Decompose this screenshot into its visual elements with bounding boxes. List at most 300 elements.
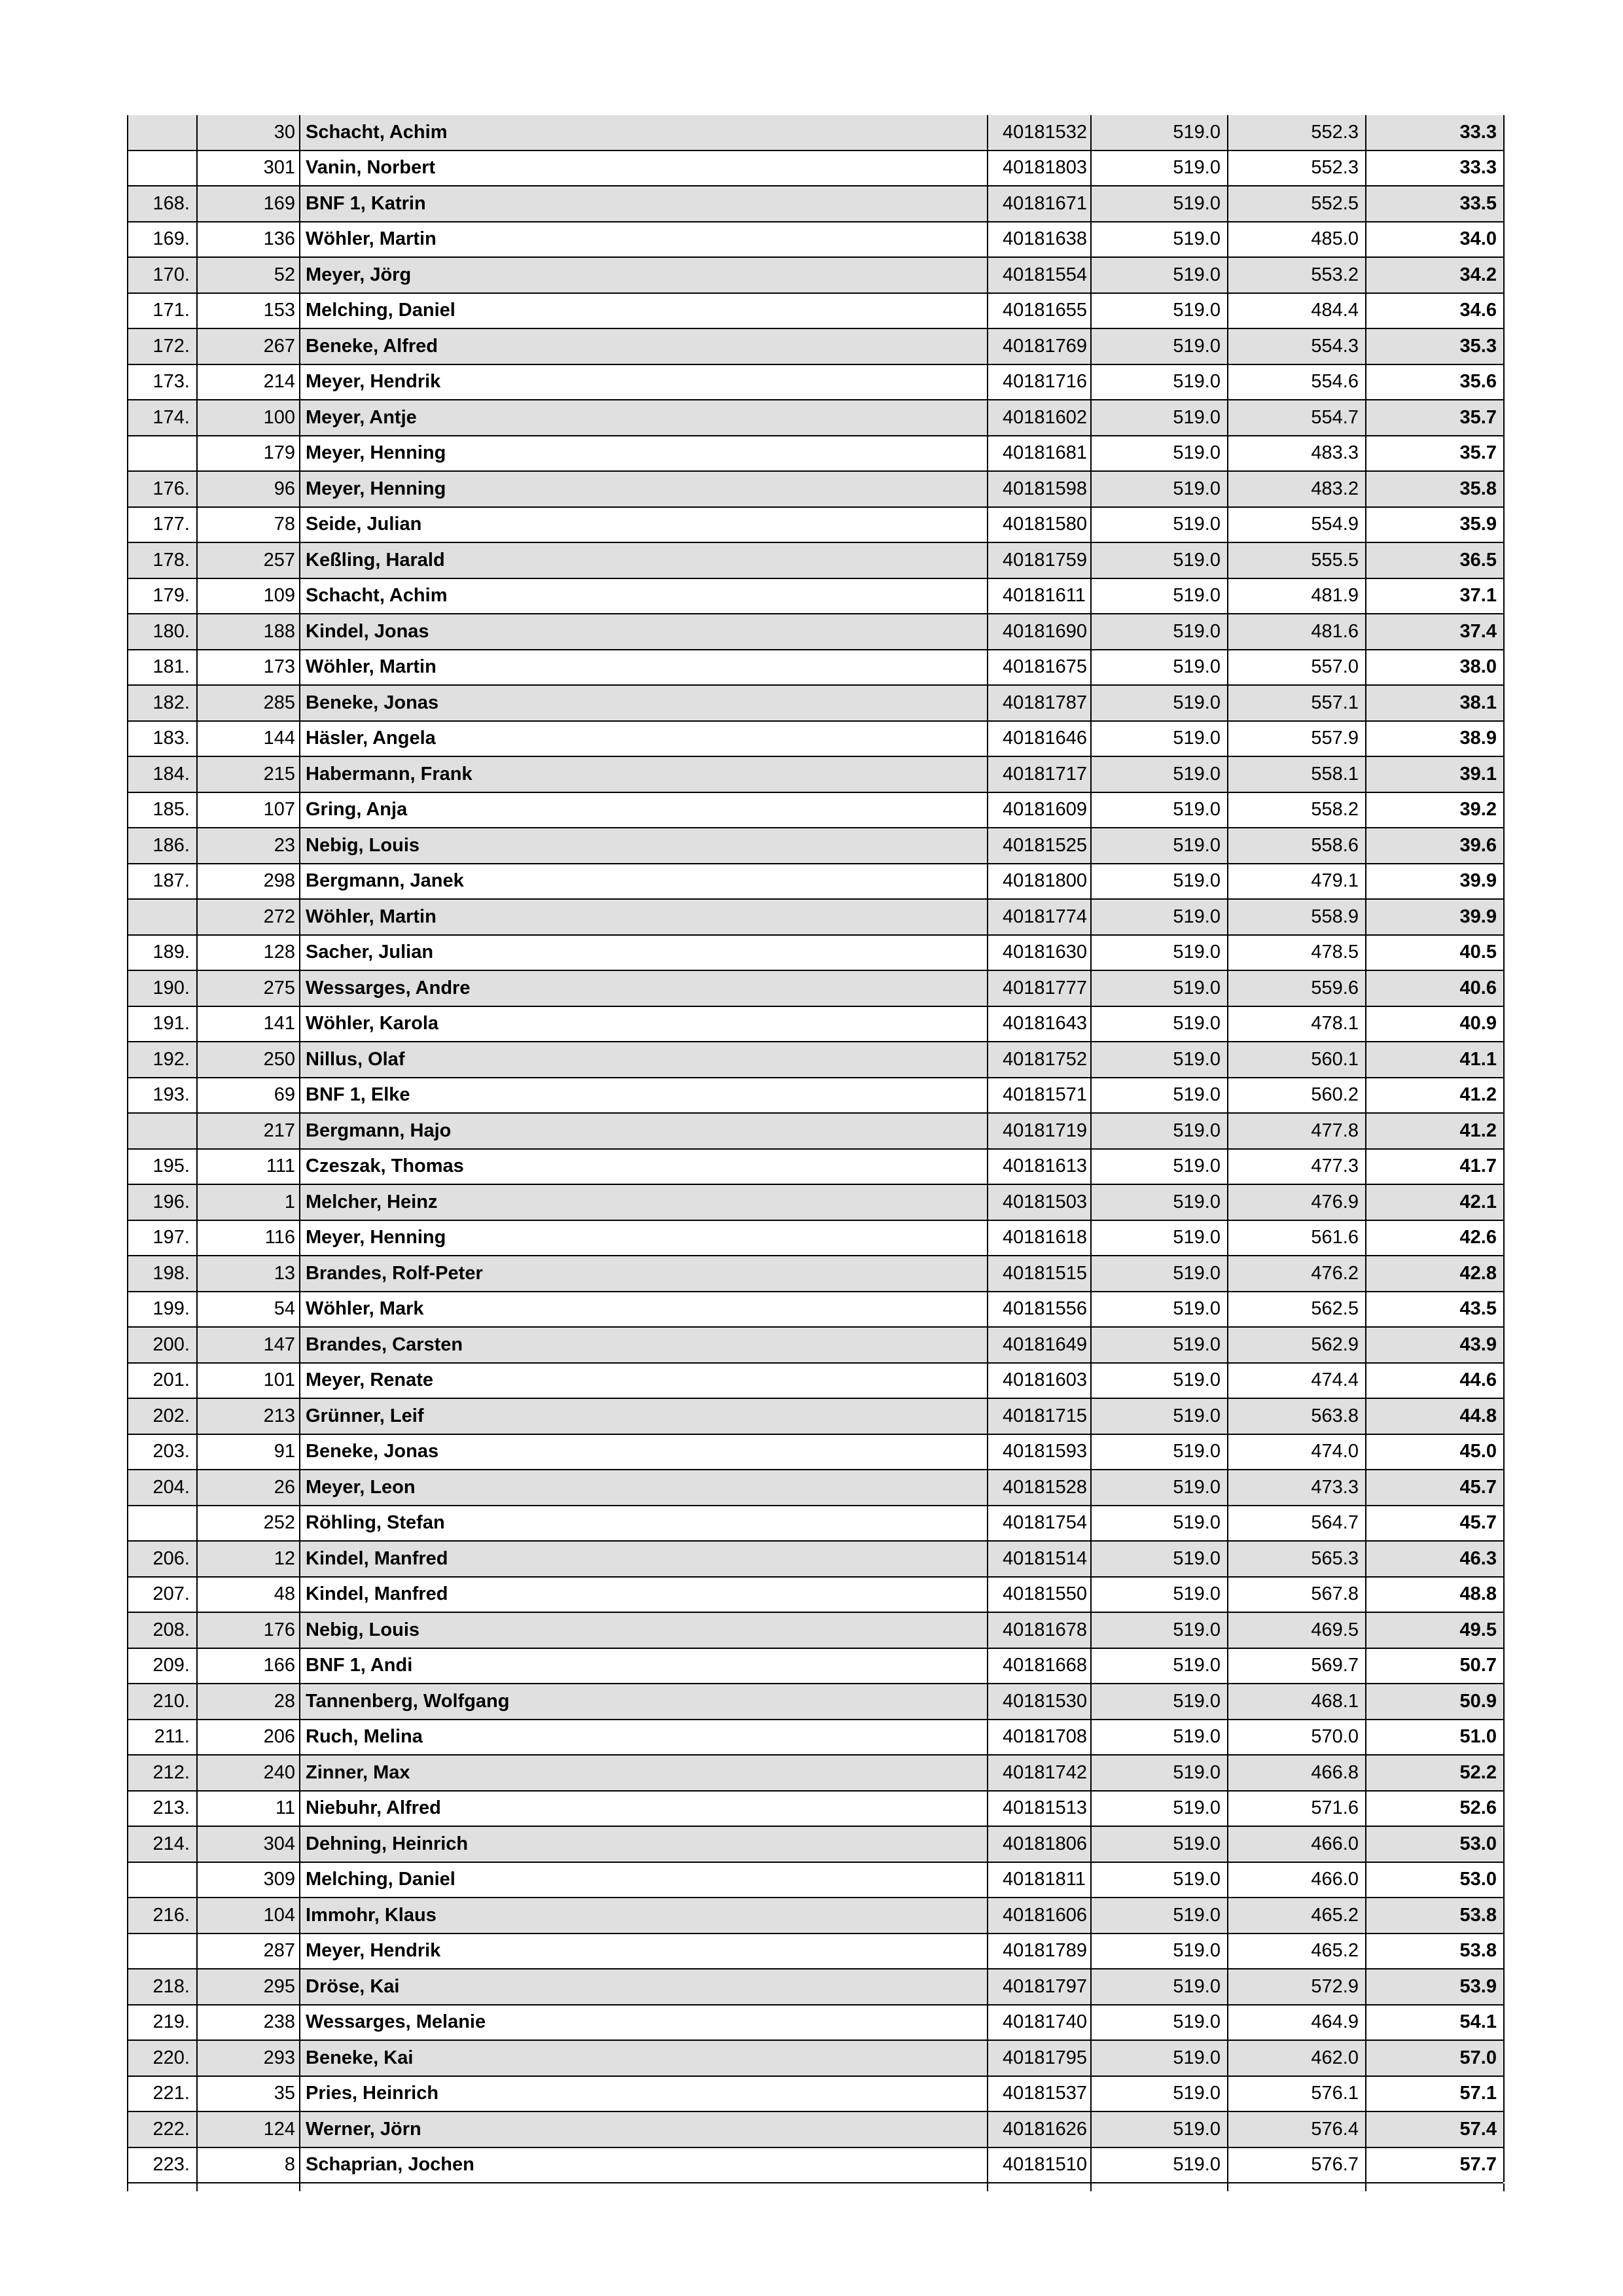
name-cell: Wöhler, Martin — [300, 222, 988, 258]
name-cell: Brandes, Carsten — [300, 1327, 988, 1363]
target-value-cell: 519.0 — [1091, 2076, 1228, 2112]
target-value-cell: 519.0 — [1091, 756, 1228, 792]
name-cell: Wöhler, Martin — [300, 899, 988, 935]
target-value-cell: 519.0 — [1091, 1363, 1228, 1399]
start-number-cell: 28 — [197, 1684, 300, 1720]
measured-value-cell: 563.8 — [1228, 1398, 1366, 1434]
start-number-cell: 107 — [197, 792, 300, 828]
difference-cell: 50.9 — [1366, 1684, 1504, 1720]
id-cell: 40181611 — [988, 578, 1091, 614]
target-value-cell: 519.0 — [1091, 1470, 1228, 1506]
rank-cell: 189. — [128, 935, 197, 971]
name-cell: Gring, Anja — [300, 792, 988, 828]
target-value-cell: 519.0 — [1091, 1577, 1228, 1613]
id-cell: 40181740 — [988, 2005, 1091, 2041]
rank-cell: 211. — [128, 1720, 197, 1756]
id-cell: 40181550 — [988, 1577, 1091, 1613]
table-row — [128, 1149, 1504, 1185]
target-value-cell: 519.0 — [1091, 1612, 1228, 1648]
start-number-cell: 136 — [197, 222, 300, 258]
id-cell: 40181811 — [988, 1862, 1091, 1898]
table-row — [128, 1755, 1504, 1791]
table-row — [128, 1220, 1504, 1256]
difference-cell: 57.4 — [1366, 2111, 1504, 2147]
name-cell: Wöhler, Mark — [300, 1292, 988, 1328]
id-cell: 40181525 — [988, 828, 1091, 864]
difference-cell: 45.0 — [1366, 1434, 1504, 1470]
start-number-cell: 176 — [197, 1612, 300, 1648]
difference-cell: 42.8 — [1366, 1256, 1504, 1292]
id-cell: 40181510 — [988, 2147, 1091, 2183]
measured-value-cell: 558.9 — [1228, 899, 1366, 935]
id-cell: 40181646 — [988, 721, 1091, 757]
target-value-cell: 519.0 — [1091, 792, 1228, 828]
start-number-cell: 304 — [197, 1826, 300, 1862]
name-cell: Kindel, Manfred — [300, 1541, 988, 1577]
table-row — [128, 1791, 1504, 1827]
name-cell: Röhling, Stefan — [300, 1506, 988, 1542]
difference-cell: 35.7 — [1366, 436, 1504, 472]
rank-cell: 213. — [128, 1791, 197, 1827]
name-cell: Dröse, Kai — [300, 1969, 988, 2005]
start-number-cell: 69 — [197, 1078, 300, 1114]
id-cell: 40181769 — [988, 328, 1091, 364]
measured-value-cell: 477.3 — [1228, 1149, 1366, 1185]
rank-cell: 184. — [128, 756, 197, 792]
target-value-cell: 519.0 — [1091, 1755, 1228, 1791]
name-cell: Brandes, Rolf-Peter — [300, 1256, 988, 1292]
name-cell: Sacher, Julian — [300, 935, 988, 971]
measured-value-cell: 557.0 — [1228, 650, 1366, 686]
table-row — [128, 222, 1504, 258]
measured-value-cell: 567.8 — [1228, 1577, 1366, 1613]
measured-value-cell: 476.9 — [1228, 1184, 1366, 1220]
id-cell: 40181528 — [988, 1470, 1091, 1506]
rank-cell: 207. — [128, 1577, 197, 1613]
measured-value-cell: 466.0 — [1228, 1826, 1366, 1862]
measured-value-cell: 481.9 — [1228, 578, 1366, 614]
rank-cell: 200. — [128, 1327, 197, 1363]
column-edge-line — [127, 2183, 128, 2191]
name-cell: Bergmann, Janek — [300, 864, 988, 900]
table-row — [128, 186, 1504, 222]
measured-value-cell: 558.6 — [1228, 828, 1366, 864]
difference-cell: 39.9 — [1366, 864, 1504, 900]
start-number-cell: 267 — [197, 328, 300, 364]
start-number-cell: 179 — [197, 436, 300, 472]
start-number-cell: 30 — [197, 115, 300, 150]
measured-value-cell: 554.3 — [1228, 328, 1366, 364]
difference-cell: 38.9 — [1366, 721, 1504, 757]
id-cell: 40181598 — [988, 471, 1091, 507]
id-cell: 40181626 — [988, 2111, 1091, 2147]
target-value-cell: 519.0 — [1091, 293, 1228, 329]
id-cell: 40181752 — [988, 1042, 1091, 1078]
rank-cell: 173. — [128, 364, 197, 400]
measured-value-cell: 485.0 — [1228, 222, 1366, 258]
difference-cell: 46.3 — [1366, 1541, 1504, 1577]
target-value-cell: 519.0 — [1091, 935, 1228, 971]
measured-value-cell: 483.2 — [1228, 471, 1366, 507]
id-cell: 40181513 — [988, 1791, 1091, 1827]
table-row — [128, 1826, 1504, 1862]
rank-cell: 216. — [128, 1898, 197, 1934]
name-cell: Dehning, Heinrich — [300, 1826, 988, 1862]
measured-value-cell: 478.1 — [1228, 1006, 1366, 1042]
measured-value-cell: 560.1 — [1228, 1042, 1366, 1078]
rank-cell: 176. — [128, 471, 197, 507]
id-cell: 40181806 — [988, 1826, 1091, 1862]
measured-value-cell: 462.0 — [1228, 2040, 1366, 2076]
id-cell: 40181606 — [988, 1898, 1091, 1934]
difference-cell: 44.8 — [1366, 1398, 1504, 1434]
start-number-cell: 11 — [197, 1791, 300, 1827]
target-value-cell: 519.0 — [1091, 2005, 1228, 2041]
target-value-cell: 519.0 — [1091, 899, 1228, 935]
difference-cell: 41.2 — [1366, 1113, 1504, 1149]
rank-cell: 219. — [128, 2005, 197, 2041]
target-value-cell: 519.0 — [1091, 614, 1228, 650]
table-row — [128, 756, 1504, 792]
table-row — [128, 899, 1504, 935]
rank-cell: 198. — [128, 1256, 197, 1292]
measured-value-cell: 553.2 — [1228, 257, 1366, 293]
table-row — [128, 1042, 1504, 1078]
table-row — [128, 578, 1504, 614]
target-value-cell: 519.0 — [1091, 1078, 1228, 1114]
rank-cell: 210. — [128, 1684, 197, 1720]
id-cell: 40181655 — [988, 293, 1091, 329]
measured-value-cell: 564.7 — [1228, 1506, 1366, 1542]
target-value-cell: 519.0 — [1091, 2147, 1228, 2183]
difference-cell: 43.5 — [1366, 1292, 1504, 1328]
difference-cell: 51.0 — [1366, 1720, 1504, 1756]
rank-cell: 220. — [128, 2040, 197, 2076]
difference-cell: 35.7 — [1366, 400, 1504, 436]
id-cell: 40181716 — [988, 364, 1091, 400]
measured-value-cell: 558.2 — [1228, 792, 1366, 828]
name-cell: Seide, Julian — [300, 507, 988, 543]
name-cell: Beneke, Kai — [300, 2040, 988, 2076]
rank-cell — [128, 115, 197, 150]
target-value-cell: 519.0 — [1091, 721, 1228, 757]
rank-cell: 190. — [128, 970, 197, 1006]
id-cell: 40181613 — [988, 1149, 1091, 1185]
measured-value-cell: 552.3 — [1228, 150, 1366, 186]
measured-value-cell: 481.6 — [1228, 614, 1366, 650]
start-number-cell: 240 — [197, 1755, 300, 1791]
difference-cell: 48.8 — [1366, 1577, 1504, 1613]
start-number-cell: 141 — [197, 1006, 300, 1042]
name-cell: Habermann, Frank — [300, 756, 988, 792]
measured-value-cell: 473.3 — [1228, 1470, 1366, 1506]
start-number-cell: 124 — [197, 2111, 300, 2147]
table-row — [128, 1327, 1504, 1363]
measured-value-cell: 560.2 — [1228, 1078, 1366, 1114]
rank-cell: 209. — [128, 1648, 197, 1684]
target-value-cell: 519.0 — [1091, 828, 1228, 864]
table-row — [128, 650, 1504, 686]
difference-cell: 54.1 — [1366, 2005, 1504, 2041]
name-cell: Schacht, Achim — [300, 578, 988, 614]
measured-value-cell: 554.6 — [1228, 364, 1366, 400]
difference-cell: 42.1 — [1366, 1184, 1504, 1220]
target-value-cell: 519.0 — [1091, 1541, 1228, 1577]
target-value-cell: 519.0 — [1091, 1684, 1228, 1720]
table-row — [128, 1934, 1504, 1969]
measured-value-cell: 484.4 — [1228, 293, 1366, 329]
start-number-cell: 54 — [197, 1292, 300, 1328]
column-edge-line — [299, 2183, 300, 2191]
table-row — [128, 400, 1504, 436]
difference-cell: 53.8 — [1366, 1898, 1504, 1934]
rank-cell: 202. — [128, 1398, 197, 1434]
start-number-cell: 101 — [197, 1363, 300, 1399]
rank-cell: 199. — [128, 1292, 197, 1328]
difference-cell: 34.6 — [1366, 293, 1504, 329]
rank-cell: 203. — [128, 1434, 197, 1470]
measured-value-cell: 466.0 — [1228, 1862, 1366, 1898]
rank-cell: 182. — [128, 685, 197, 721]
rank-cell: 222. — [128, 2111, 197, 2147]
table-row — [128, 1969, 1504, 2005]
column-edge-line — [1090, 2183, 1092, 2191]
table-row — [128, 614, 1504, 650]
table-row — [128, 364, 1504, 400]
difference-cell: 39.9 — [1366, 899, 1504, 935]
target-value-cell: 519.0 — [1091, 2040, 1228, 2076]
table-row — [128, 1184, 1504, 1220]
start-number-cell: 111 — [197, 1149, 300, 1185]
start-number-cell: 275 — [197, 970, 300, 1006]
name-cell: Tannenberg, Wolfgang — [300, 1684, 988, 1720]
results-rows — [128, 115, 1504, 2182]
start-number-cell: 301 — [197, 150, 300, 186]
name-cell: Kindel, Manfred — [300, 1577, 988, 1613]
start-number-cell: 52 — [197, 257, 300, 293]
table-row — [128, 1720, 1504, 1756]
name-cell: Meyer, Henning — [300, 436, 988, 472]
target-value-cell: 519.0 — [1091, 542, 1228, 578]
name-cell: Wöhler, Martin — [300, 650, 988, 686]
target-value-cell: 519.0 — [1091, 2111, 1228, 2147]
measured-value-cell: 552.5 — [1228, 186, 1366, 222]
target-value-cell: 519.0 — [1091, 507, 1228, 543]
table-row — [128, 685, 1504, 721]
target-value-cell: 519.0 — [1091, 1184, 1228, 1220]
results-table — [127, 115, 1505, 2182]
rank-cell: 197. — [128, 1220, 197, 1256]
id-cell: 40181554 — [988, 257, 1091, 293]
start-number-cell: 169 — [197, 186, 300, 222]
name-cell: Grünner, Leif — [300, 1398, 988, 1434]
start-number-cell: 26 — [197, 1470, 300, 1506]
start-number-cell: 298 — [197, 864, 300, 900]
measured-value-cell: 478.5 — [1228, 935, 1366, 971]
start-number-cell: 217 — [197, 1113, 300, 1149]
table-row — [128, 2076, 1504, 2112]
target-value-cell: 519.0 — [1091, 970, 1228, 1006]
column-edge-line — [196, 2183, 198, 2191]
start-number-cell: 128 — [197, 935, 300, 971]
id-cell: 40181678 — [988, 1612, 1091, 1648]
start-number-cell: 309 — [197, 1862, 300, 1898]
table-row — [128, 970, 1504, 1006]
measured-value-cell: 570.0 — [1228, 1720, 1366, 1756]
table-row — [128, 1006, 1504, 1042]
id-cell: 40181630 — [988, 935, 1091, 971]
id-cell: 40181754 — [988, 1506, 1091, 1542]
measured-value-cell: 468.1 — [1228, 1684, 1366, 1720]
name-cell: Pries, Heinrich — [300, 2076, 988, 2112]
table-row — [128, 1292, 1504, 1328]
measured-value-cell: 562.9 — [1228, 1327, 1366, 1363]
rank-cell — [128, 436, 197, 472]
table-row — [128, 792, 1504, 828]
rank-cell: 201. — [128, 1363, 197, 1399]
id-cell: 40181643 — [988, 1006, 1091, 1042]
target-value-cell: 519.0 — [1091, 471, 1228, 507]
measured-value-cell: 557.1 — [1228, 685, 1366, 721]
difference-cell: 35.8 — [1366, 471, 1504, 507]
start-number-cell: 293 — [197, 2040, 300, 2076]
rank-cell: 206. — [128, 1541, 197, 1577]
measured-value-cell: 474.4 — [1228, 1363, 1366, 1399]
difference-cell: 35.6 — [1366, 364, 1504, 400]
target-value-cell: 519.0 — [1091, 436, 1228, 472]
rank-cell: 174. — [128, 400, 197, 436]
rank-cell: 195. — [128, 1149, 197, 1185]
id-cell: 40181715 — [988, 1398, 1091, 1434]
column-edge-line — [1503, 2183, 1505, 2191]
id-cell: 40181514 — [988, 1541, 1091, 1577]
target-value-cell: 519.0 — [1091, 150, 1228, 186]
difference-cell: 57.0 — [1366, 2040, 1504, 2076]
start-number-cell: 13 — [197, 1256, 300, 1292]
difference-cell: 33.3 — [1366, 150, 1504, 186]
table-row — [128, 1862, 1504, 1898]
table-row — [128, 2005, 1504, 2041]
table-row — [128, 115, 1504, 150]
id-cell: 40181668 — [988, 1648, 1091, 1684]
name-cell: Bergmann, Hajo — [300, 1113, 988, 1149]
id-cell: 40181571 — [988, 1078, 1091, 1114]
measured-value-cell: 466.8 — [1228, 1755, 1366, 1791]
rank-cell: 183. — [128, 721, 197, 757]
id-cell: 40181803 — [988, 150, 1091, 186]
id-cell: 40181515 — [988, 1256, 1091, 1292]
target-value-cell: 519.0 — [1091, 864, 1228, 900]
name-cell: Werner, Jörn — [300, 2111, 988, 2147]
rank-cell: 172. — [128, 328, 197, 364]
measured-value-cell: 483.3 — [1228, 436, 1366, 472]
target-value-cell: 519.0 — [1091, 115, 1228, 150]
target-value-cell: 519.0 — [1091, 1969, 1228, 2005]
measured-value-cell: 474.0 — [1228, 1434, 1366, 1470]
target-value-cell: 519.0 — [1091, 1434, 1228, 1470]
rank-cell: 179. — [128, 578, 197, 614]
target-value-cell: 519.0 — [1091, 186, 1228, 222]
rank-cell: 193. — [128, 1078, 197, 1114]
measured-value-cell: 558.1 — [1228, 756, 1366, 792]
difference-cell: 33.5 — [1366, 186, 1504, 222]
id-cell: 40181777 — [988, 970, 1091, 1006]
id-cell: 40181530 — [988, 1684, 1091, 1720]
table-row — [128, 935, 1504, 971]
target-value-cell: 519.0 — [1091, 364, 1228, 400]
start-number-cell: 12 — [197, 1541, 300, 1577]
target-value-cell: 519.0 — [1091, 1648, 1228, 1684]
id-cell: 40181580 — [988, 507, 1091, 543]
rank-cell: 187. — [128, 864, 197, 900]
id-cell: 40181797 — [988, 1969, 1091, 2005]
target-value-cell: 519.0 — [1091, 1506, 1228, 1542]
target-value-cell: 519.0 — [1091, 578, 1228, 614]
measured-value-cell: 554.7 — [1228, 400, 1366, 436]
name-cell: Meyer, Antje — [300, 400, 988, 436]
rank-cell: 218. — [128, 1969, 197, 2005]
measured-value-cell: 559.6 — [1228, 970, 1366, 1006]
measured-value-cell: 555.5 — [1228, 542, 1366, 578]
difference-cell: 53.9 — [1366, 1969, 1504, 2005]
rank-cell: 191. — [128, 1006, 197, 1042]
id-cell: 40181719 — [988, 1113, 1091, 1149]
difference-cell: 41.2 — [1366, 1078, 1504, 1114]
difference-cell: 57.7 — [1366, 2147, 1504, 2183]
difference-cell: 53.0 — [1366, 1862, 1504, 1898]
rank-cell: 177. — [128, 507, 197, 543]
table-row — [128, 150, 1504, 186]
measured-value-cell: 479.1 — [1228, 864, 1366, 900]
start-number-cell: 166 — [197, 1648, 300, 1684]
measured-value-cell: 465.2 — [1228, 1934, 1366, 1969]
id-cell: 40181759 — [988, 542, 1091, 578]
target-value-cell: 519.0 — [1091, 1327, 1228, 1363]
rank-cell: 212. — [128, 1755, 197, 1791]
id-cell: 40181603 — [988, 1363, 1091, 1399]
id-cell: 40181556 — [988, 1292, 1091, 1328]
id-cell: 40181789 — [988, 1934, 1091, 1969]
start-number-cell: 104 — [197, 1898, 300, 1934]
rank-cell — [128, 1113, 197, 1149]
difference-cell: 57.1 — [1366, 2076, 1504, 2112]
start-number-cell: 109 — [197, 578, 300, 614]
rank-cell: 192. — [128, 1042, 197, 1078]
table-row — [128, 1612, 1504, 1648]
start-number-cell: 215 — [197, 756, 300, 792]
table-row — [128, 542, 1504, 578]
rank-cell — [128, 150, 197, 186]
difference-cell: 45.7 — [1366, 1506, 1504, 1542]
rank-cell: 168. — [128, 186, 197, 222]
target-value-cell: 519.0 — [1091, 1398, 1228, 1434]
name-cell: BNF 1, Andi — [300, 1648, 988, 1684]
id-cell: 40181503 — [988, 1184, 1091, 1220]
measured-value-cell: 477.8 — [1228, 1113, 1366, 1149]
difference-cell: 38.0 — [1366, 650, 1504, 686]
target-value-cell: 519.0 — [1091, 1149, 1228, 1185]
id-cell: 40181532 — [988, 115, 1091, 150]
name-cell: Wöhler, Karola — [300, 1006, 988, 1042]
start-number-cell: 295 — [197, 1969, 300, 2005]
table-row — [128, 1577, 1504, 1613]
difference-cell: 36.5 — [1366, 542, 1504, 578]
table-row — [128, 864, 1504, 900]
start-number-cell: 206 — [197, 1720, 300, 1756]
id-cell: 40181602 — [988, 400, 1091, 436]
start-number-cell: 8 — [197, 2147, 300, 2183]
target-value-cell: 519.0 — [1091, 650, 1228, 686]
